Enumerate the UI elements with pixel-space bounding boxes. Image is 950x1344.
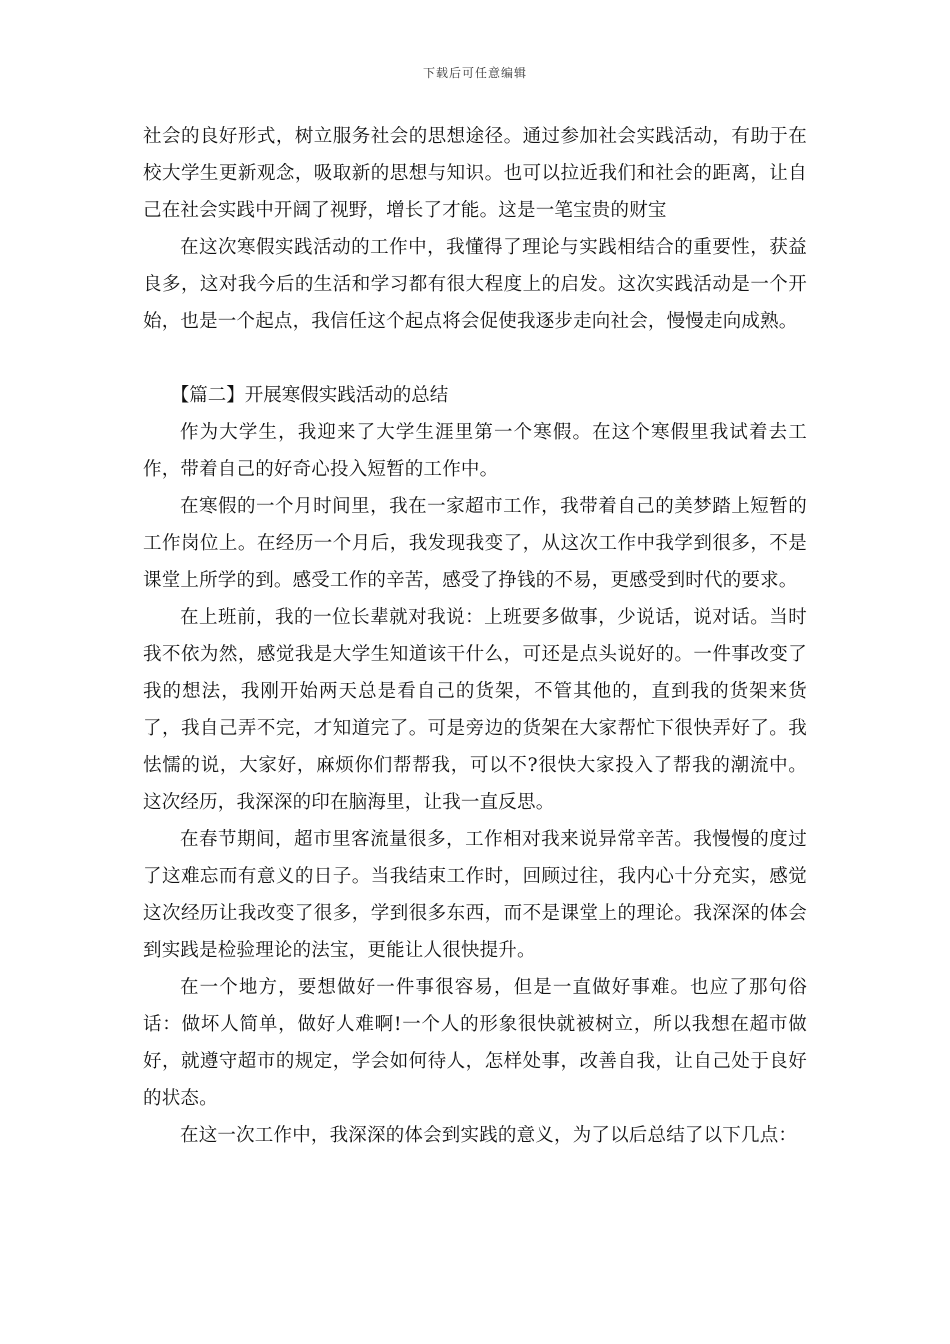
section-spacer xyxy=(143,340,807,377)
paragraph: 在一个地方，要想做好一件事很容易，但是一直做好事难。也应了那句俗话：做坏人简单，做好人难啊!一个人的形象很快就被树立，所以我想在超市做好，就遵守超市的规定，学会如何待人，怎样处事，改善自我，让自己处于良好的状态。 xyxy=(143,977,807,1109)
paragraph: 社会的良好形式，树立服务社会的思想途径。通过参加社会实践活动，有助于在校大学生更新观念，吸取新的思想与知识。也可以拉近我们和社会的距离，让自己在社会实践中开阔了视野，增长了才能。这是一笔宝贵的财宝 xyxy=(143,126,807,221)
paragraph: 在上班前，我的一位长辈就对我说：上班要多做事，少说话，说对话。当时我不依为然，感觉我是大学生知道该干什么，可还是点头说好的。一件事改变了我的想法，我刚开始两天总是看自己的货架，不管其他的，直到我的货架来货了，我自己弄不完，才知道完了。可是旁边的货架在大家帮忙下很快弄好了。我怯懦的说，大家好，麻烦你们帮帮我，可以不?很快大家投入了帮我的潮流中。这次经历，我深深的印在脑海里，让我一直反思。 xyxy=(143,607,807,813)
paragraph: 作为大学生，我迎来了大学生涯里第一个寒假。在这个寒假里我试着去工作，带着自己的好奇心投入短暂的工作中。 xyxy=(143,422,807,480)
document-body xyxy=(143,118,807,1154)
paragraph: 在这一次工作中，我深深的体会到实践的意义，为了以后总结了以下几点： xyxy=(180,1125,798,1146)
paragraph: 在这次寒假实践活动的工作中，我懂得了理论与实践相结合的重要性，获益良多，这对我今后的生活和学习都有很大程度上的启发。这次实践活动是一个开始，也是一个起点，我信任这个起点将会促使我逐步走向社会，慢慢走向成熟。 xyxy=(143,237,807,332)
paragraph: 在春节期间，超市里客流量很多，工作相对我来说异常辛苦。我慢慢的度过了这难忘而有意义的日子。当我结束工作时，回顾过往，我内心十分充实，感觉这次经历让我改变了很多，学到很多东西，而不是课堂上的理论。我深深的体会到实践是检验理论的法宝，更能让人很快提升。 xyxy=(143,829,807,961)
page-header: 下载后可任意编辑 xyxy=(422,66,527,80)
section-title: 【篇二】开展寒假实践活动的总结 xyxy=(170,385,449,406)
paragraph: 在寒假的一个月时间里，我在一家超市工作，我带着自己的美梦踏上短暂的工作岗位上。在经历一个月后，我发现我变了，从这次工作中我学到很多，不是课堂上所学的到。感受工作的辛苦，感受了挣钱的不易，更感受到时代的要求。 xyxy=(143,496,807,591)
